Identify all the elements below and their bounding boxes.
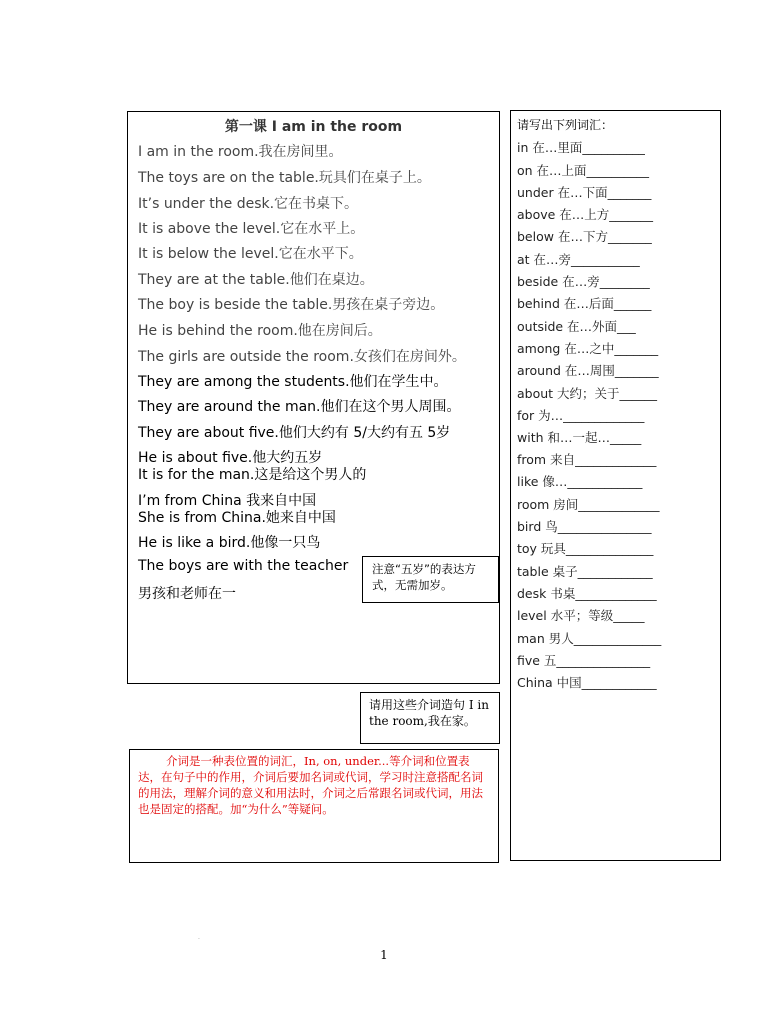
- sentence-outside: The girls are outside the room.女孩们在房间外。: [138, 349, 466, 365]
- explanation-box: [129, 749, 499, 863]
- vocab-item-on: on 在…上面__________: [517, 163, 650, 178]
- sentence-above: It is above the level.它在水平上。: [138, 221, 365, 237]
- vocab-item-china: China 中国____________: [517, 675, 657, 690]
- vocab-item-table: table 桌子____________: [517, 564, 653, 579]
- vocab-item-toy: toy 玩具______________: [517, 541, 654, 556]
- practice-box: [360, 692, 500, 744]
- practice-text: 请用这些介词造句 I in the room,我在家。: [369, 698, 489, 728]
- sentence-like: He is like a bird.他像一只鸟: [138, 535, 321, 551]
- sentence-with-translation: 男孩和老师在一: [138, 586, 236, 602]
- vocab-item-room: room 房间_____________: [517, 497, 660, 512]
- vocab-item-from: from 来自_____________: [517, 452, 657, 467]
- vocab-item-with: with 和…一起…_____: [517, 430, 642, 445]
- vocab-item-like: like 像…____________: [517, 474, 643, 489]
- sentence-for: It is for the man.这是给这个男人的: [138, 467, 367, 483]
- sentence-beside: The boy is beside the table.男孩在桌子旁边。: [138, 297, 445, 313]
- note-text: 注意“五岁”的表达方式，无需加岁。: [372, 562, 476, 592]
- note-box: [362, 556, 499, 603]
- vocab-item-around: around 在…周围_______: [517, 363, 659, 378]
- vocabulary-title: 请写出下列词汇：: [517, 118, 614, 132]
- sentence-about-single: He is about five.他大约五岁: [138, 450, 323, 466]
- sentence-about-plural: They are about five.他们大约有 5/大约有五 5岁: [138, 425, 451, 441]
- sentence-on: The toys are on the table.玩具们在桌子上。: [138, 170, 431, 186]
- vocab-item-outside: outside 在…外面___: [517, 319, 636, 334]
- vocab-item-level: level 水平；等级_____: [517, 608, 645, 623]
- lesson-title: 第一课 I am in the room: [224, 119, 403, 135]
- sentence-from-i: I’m from China 我来自中国: [138, 493, 317, 509]
- vocab-item-man: man 男人______________: [517, 631, 662, 646]
- page-number: 1: [380, 948, 388, 962]
- vocab-item-in: in 在…里面__________: [517, 140, 645, 155]
- sentence-among: They are among the students.他们在学生中。: [138, 374, 448, 390]
- vocab-item-at: at 在…旁___________: [517, 252, 640, 267]
- sentence-from-she: She is from China.她来自中国: [138, 510, 336, 526]
- vocab-item-above: above 在…上方_______: [517, 207, 654, 222]
- vocab-item-five: five 五_______________: [517, 653, 651, 668]
- vocab-item-beside: beside 在…旁________: [517, 274, 650, 289]
- stray-mark: .: [198, 934, 200, 941]
- vocab-item-for: for 为…_____________: [517, 408, 645, 423]
- vocab-item-below: below 在…下方_______: [517, 229, 652, 244]
- vocab-item-among: among 在…之中_______: [517, 341, 659, 356]
- sentence-around: They are around the man.他们在这个男人周围。: [138, 399, 461, 415]
- vocabulary-box: [510, 110, 721, 861]
- sentence-below: It is below the level.它在水平下。: [138, 246, 363, 262]
- sentence-under: It’s under the desk.它在书桌下。: [138, 196, 359, 212]
- vocab-item-desk: desk 书桌_____________: [517, 586, 657, 601]
- vocab-item-behind: behind 在…后面______: [517, 296, 652, 311]
- vocab-item-about: about 大约；关于______: [517, 386, 658, 401]
- explanation-text: 介词是一种表位置的词汇，In, on, under...等介词和位置表达，在句子中的作用，介词后要加名词或代词，学习时注意搭配名词的用法，理解介词的意义和用法时，介词之后常跟名词或代词，用法也是固定的搭配。加“为什么”等疑问。: [138, 754, 483, 816]
- sentence-with: The boys are with the teacher: [138, 558, 349, 574]
- sentence-behind: He is behind the room.他在房间后。: [138, 323, 382, 339]
- vocab-item-bird: bird 鸟_______________: [517, 519, 652, 534]
- sentence-in: I am in the room.我在房间里。: [138, 144, 343, 160]
- vocab-item-under: under 在…下面_______: [517, 185, 652, 200]
- sentence-at: They are at the table.他们在桌边。: [138, 272, 374, 288]
